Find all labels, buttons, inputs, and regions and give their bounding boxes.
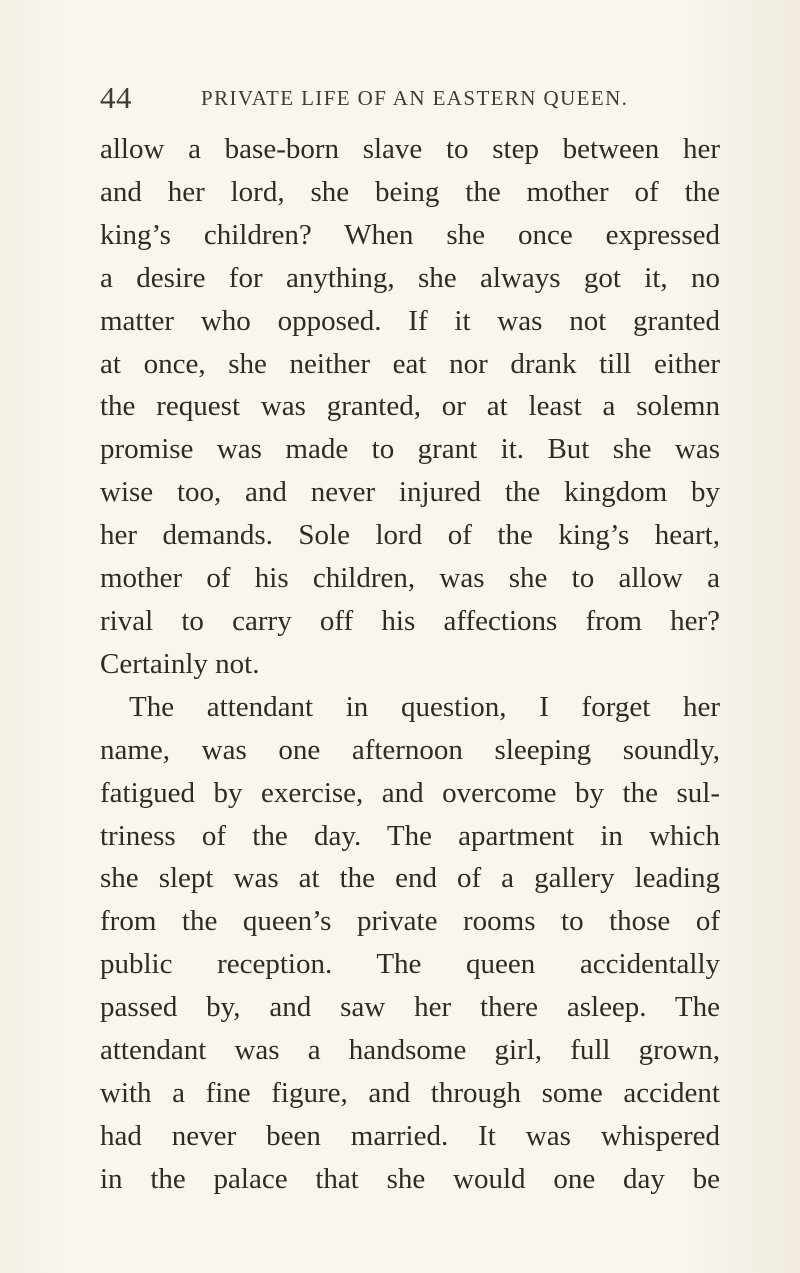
text-line: attendant was a handsome girl, full grown, — [100, 1034, 720, 1067]
running-title: PRIVATE LIFE OF AN EASTERN QUEEN. — [201, 86, 629, 110]
text-line: passed by, and saw her there asleep. The — [100, 991, 720, 1024]
text-line: the request was granted, or at least a solemn — [100, 390, 720, 423]
text-line: had never been married. It was whispered — [100, 1119, 720, 1152]
text-line: a desire for anything, she always got it, no — [100, 261, 720, 294]
text-line: and her lord, she being the mother of the — [100, 175, 720, 208]
text-line: in the palace that she would one day be — [100, 1162, 720, 1195]
text-line: public reception. The queen accidentally — [100, 948, 720, 981]
text-line: fatigued by exercise, and overcome by the sul- — [100, 776, 720, 809]
text-line: wise too, and never injured the kingdom by — [100, 476, 720, 509]
text-line: she slept was at the end of a gallery leading — [100, 862, 720, 895]
text-line: The attendant in question, I forget her — [129, 690, 720, 723]
text-line: mother of his children, was she to allow a — [100, 562, 720, 595]
text-line: king’s children? When she once expressed — [100, 218, 720, 251]
text-line: allow a base-born slave to step between her — [100, 133, 720, 165]
running-head — [100, 76, 740, 120]
page-number: 44 — [100, 80, 132, 115]
text-line: name, was one afternoon sleeping soundly, — [100, 733, 720, 766]
text-line: triness of the day. The apartment in which — [100, 819, 720, 852]
text-line: at once, she neither eat nor drank till either — [100, 347, 720, 380]
text-line: rival to carry off his affections from her? — [100, 604, 720, 637]
text-line: Certainly not. — [100, 647, 260, 680]
text-line: matter who opposed. If it was not granted — [100, 304, 720, 337]
text-line: her demands. Sole lord of the king’s heart, — [100, 519, 720, 552]
text-line: with a fine figure, and through some accident — [100, 1076, 720, 1109]
text-line: promise was made to grant it. But she was — [100, 433, 720, 466]
body-text — [100, 128, 720, 1201]
text-line: from the queen’s private rooms to those of — [100, 905, 720, 938]
